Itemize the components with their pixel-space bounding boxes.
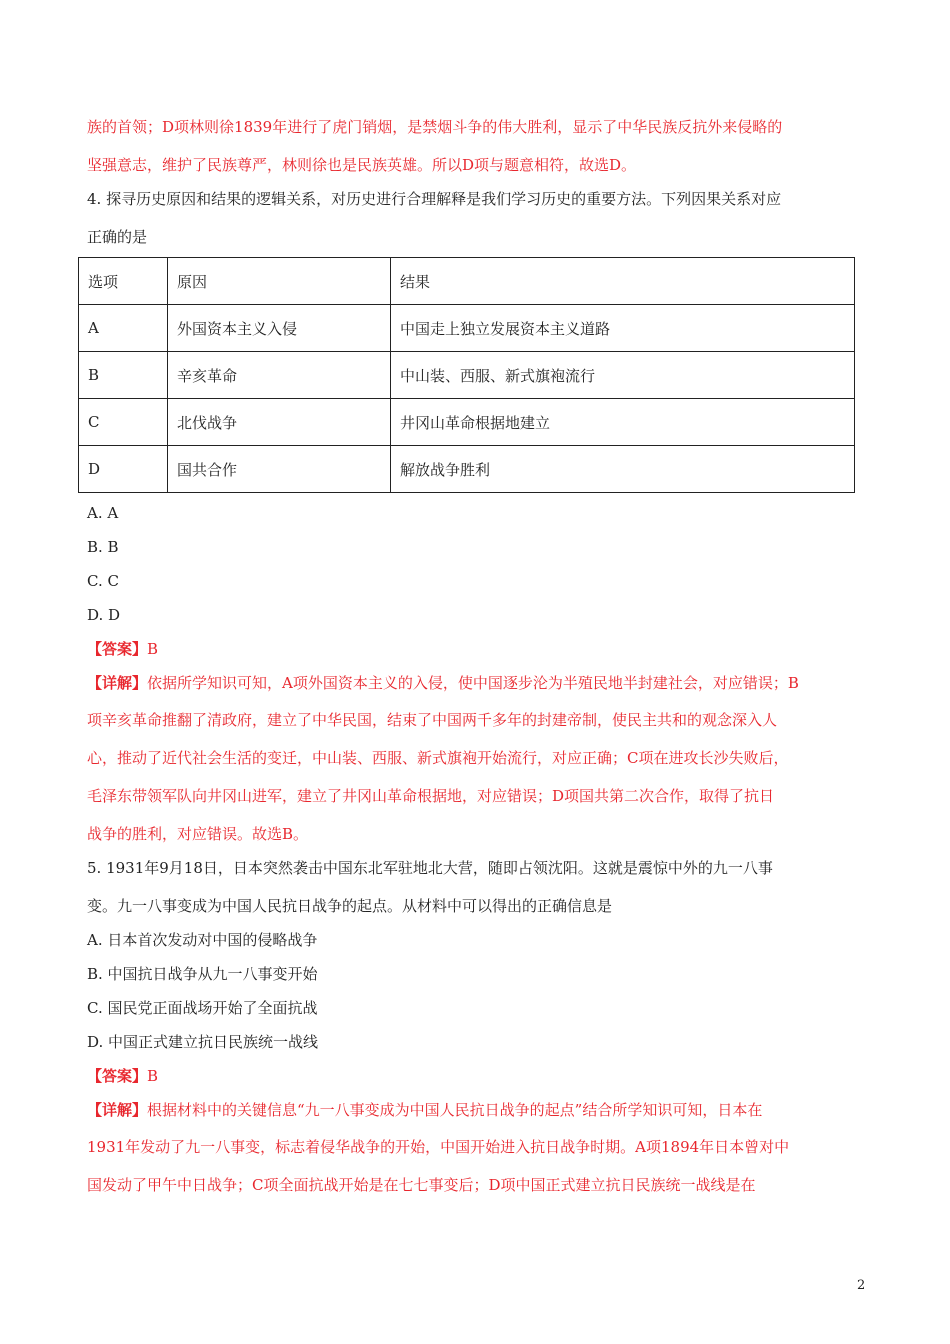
q4-stem-line-1: 4. 探寻历史原因和结果的逻辑关系，对历史进行合理解释是我们学习历史的重要方法。下列因果关系对应 [87, 190, 782, 208]
prev-detail-line-2: 坚强意志，维护了民族尊严，林则徐也是民族英雄。所以D项与题意相符，故选D。 [87, 156, 637, 174]
q4-detail-label: 【详解】 [87, 674, 148, 692]
q4-answer-label: 【答案】 [87, 640, 148, 658]
q4-answer-value: B [147, 640, 159, 658]
q4-detail-line-5: 战争的胜利，对应错误。故选B。 [87, 825, 309, 843]
q5-answer-value: B [147, 1067, 159, 1085]
q4-table-header: 原因 [168, 258, 391, 305]
q4-stem-line-2: 正确的是 [87, 228, 148, 246]
q5-option-b: B. 中国抗日战争从九一八事变开始 [87, 965, 318, 983]
table-row [79, 352, 855, 399]
q4-table-cell: 外国资本主义入侵 [168, 305, 391, 352]
q4-table-cell: B [79, 352, 168, 399]
q5-answer [87, 1066, 867, 1086]
q4-option-d: D. D [87, 606, 121, 624]
table-row [79, 446, 855, 493]
q5-stem-line-1: 5. 1931年9月18日，日本突然袭击中国东北军驻地北大营，随即占领沈阳。这就是震惊中外的九一八事 [87, 859, 773, 877]
table-row [79, 399, 855, 446]
q4-table-cell: 辛亥革命 [168, 352, 391, 399]
q5-answer-label: 【答案】 [87, 1067, 148, 1085]
q4-table-header: 选项 [79, 258, 168, 305]
q5-detail-line-2: 1931年发动了九一八事变，标志着侵华战争的开始，中国开始进入抗日战争时期。A项1894年日本曾对中 [87, 1138, 790, 1156]
q5-detail-text: 根据材料中的关键信息“九一八事变成为中国人民抗日战争的起点”结合所学知识可知，日本在 [147, 1101, 763, 1119]
q4-table-cell: D [79, 446, 168, 493]
q4-table-header-row [79, 258, 855, 305]
q5-detail-line-3: 国发动了甲午中日战争；C项全面抗战开始是在七七事变后；D项中国正式建立抗日民族统一战线是在 [87, 1176, 756, 1194]
q4-table-cell: 解放战争胜利 [391, 446, 855, 493]
q4-table-cell: 井冈山革命根据地建立 [391, 399, 855, 446]
q4-option-a: A. A [87, 504, 119, 522]
q4-detail-line-1 [87, 673, 867, 693]
q4-table-cell: 北伐战争 [168, 399, 391, 446]
q4-table-cell: 中国走上独立发展资本主义道路 [391, 305, 855, 352]
q4-option-c: C. C [87, 572, 119, 590]
q4-table-cell: C [79, 399, 168, 446]
table-row [79, 305, 855, 352]
q4-table-cell: 国共合作 [168, 446, 391, 493]
q5-option-d: D. 中国正式建立抗日民族统一战线 [87, 1033, 319, 1051]
q4-detail-line-2: 项辛亥革命推翻了清政府，建立了中华民国，结束了中国两千多年的封建帝制，使民主共和的观念深入人 [87, 711, 778, 729]
q4-table-cell: 中山装、西服、新式旗袍流行 [391, 352, 855, 399]
q5-stem-line-2: 变。九一八事变成为中国人民抗日战争的起点。从材料中可以得出的正确信息是 [87, 897, 613, 915]
q4-detail-line-3: 心，推动了近代社会生活的变迁，中山装、西服、新式旗袍开始流行，对应正确；C项在进攻长沙失败后， [87, 749, 789, 767]
q5-option-a: A. 日本首次发动对中国的侵略战争 [87, 931, 318, 949]
prev-detail-line-1: 族的首领；D项林则徐1839年进行了虎门销烟，是禁烟斗争的伟大胜利，显示了中华民族反抗外来侵略的 [87, 118, 783, 136]
q5-option-c: C. 国民党正面战场开始了全面抗战 [87, 999, 318, 1017]
q4-option-b: B. B [87, 538, 119, 556]
q4-table-header: 结果 [391, 258, 855, 305]
q4-detail-text: 依据所学知识可知，A项外国资本主义的入侵，使中国逐步沦为半殖民地半封建社会，对应错误；B [147, 674, 799, 692]
q4-detail-line-4: 毛泽东带领军队向井冈山进军，建立了井冈山革命根据地，对应错误；D项国共第二次合作，取得了抗日 [87, 787, 775, 805]
q4-answer [87, 639, 867, 659]
q5-detail-line-1 [87, 1100, 867, 1120]
q4-table [78, 257, 855, 493]
q5-detail-label: 【详解】 [87, 1101, 148, 1119]
page-number: 2 [857, 1278, 866, 1293]
q4-table-cell: A [79, 305, 168, 352]
